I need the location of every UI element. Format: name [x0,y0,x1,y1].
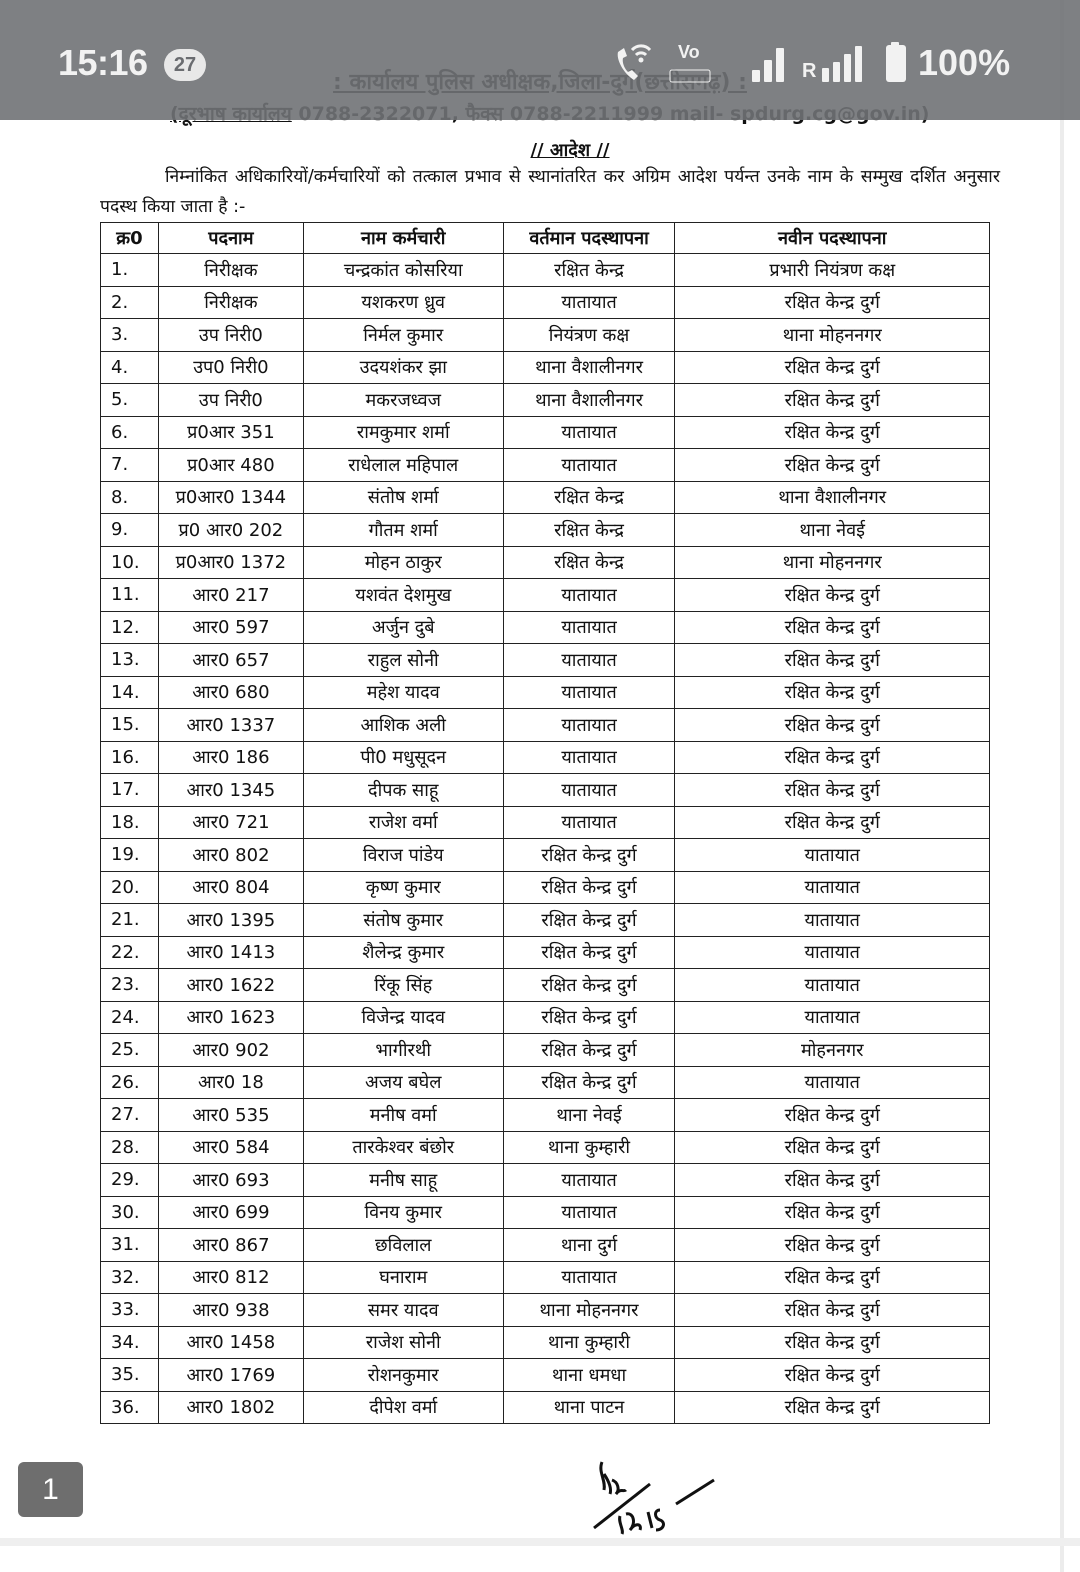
designation: प्र0आर 351 [158,416,303,449]
scrollbar-track[interactable] [1060,0,1064,1572]
designation: आर0 693 [158,1164,303,1197]
serial-number: 28. [101,1131,159,1164]
new-posting: रक्षित केन्द्र दुर्ग [675,676,990,709]
current-posting: नियंत्रण कक्ष [503,319,675,352]
table-row [101,904,990,937]
table-header-row [101,223,990,254]
current-posting: यातायात [503,286,675,319]
employee-name: राजेश सोनी [303,1326,503,1359]
current-posting: थाना कुम्हारी [503,1131,675,1164]
employee-name: मोहन ठाकुर [303,546,503,579]
current-posting: यातायात [503,611,675,644]
designation: आर0 1623 [158,1001,303,1034]
serial-number: 4. [101,351,159,384]
current-posting: यातायात [503,1196,675,1229]
designation: प्र0आर0 1372 [158,546,303,579]
employee-name: यशवंत देशमुख [303,579,503,612]
new-posting: यातायात [675,1066,990,1099]
current-posting: रक्षित केन्द्र दुर्ग [503,1034,675,1067]
serial-number: 15. [101,709,159,742]
employee-name: दीपेश वर्मा [303,1391,503,1424]
serial-number: 21. [101,904,159,937]
new-posting: रक्षित केन्द्र दुर्ग [675,741,990,774]
current-posting: रक्षित केन्द्र [503,514,675,547]
new-posting: थाना मोहननगर [675,546,990,579]
status-bar [0,0,1080,120]
serial-number: 36. [101,1391,159,1424]
designation: प्र0 आर0 202 [158,514,303,547]
serial-number: 34. [101,1326,159,1359]
employee-name: दीपक साहू [303,774,503,807]
table-row [101,611,990,644]
designation: आर0 1622 [158,969,303,1002]
new-posting: प्रभारी नियंत्रण कक्ष [675,254,990,287]
table-row [101,839,990,872]
new-posting: रक्षित केन्द्र दुर्ग [675,1261,990,1294]
new-posting: रक्षित केन्द्र दुर्ग [675,774,990,807]
current-posting: यातायात [503,806,675,839]
employee-name: विनय कुमार [303,1196,503,1229]
designation: प्र0आर0 1344 [158,481,303,514]
table-row [101,481,990,514]
employee-name: घनाराम [303,1261,503,1294]
serial-number: 5. [101,384,159,417]
new-posting: यातायात [675,904,990,937]
employee-name: चन्द्रकांत कोसरिया [303,254,503,287]
header-current-posting: वर्तमान पदस्थापना [503,223,675,254]
employee-name: यशकरण ध्रुव [303,286,503,319]
designation: उप निरी0 [158,384,303,417]
employee-name: मनीष साहू [303,1164,503,1197]
new-posting: थाना नेवई [675,514,990,547]
table-row [101,1099,990,1132]
serial-number: 25. [101,1034,159,1067]
designation: आर0 1395 [158,904,303,937]
new-posting: थाना मोहननगर [675,319,990,352]
table-row [101,286,990,319]
employee-name: राहुल सोनी [303,644,503,677]
serial-number: 22. [101,936,159,969]
new-posting: रक्षित केन्द्र दुर्ग [675,1196,990,1229]
table-row [101,709,990,742]
current-posting: यातायात [503,774,675,807]
designation: आर0 680 [158,676,303,709]
designation: आर0 721 [158,806,303,839]
table-row [101,1294,990,1327]
table-row [101,774,990,807]
table-row [101,676,990,709]
new-posting: रक्षित केन्द्र दुर्ग [675,1164,990,1197]
current-posting: यातायात [503,644,675,677]
table-row [101,1001,990,1034]
battery-icon [886,42,906,82]
current-posting: रक्षित केन्द्र दुर्ग [503,839,675,872]
serial-number: 26. [101,1066,159,1099]
designation: निरीक्षक [158,286,303,319]
current-posting: यातायात [503,1164,675,1197]
employee-name: आशिक अली [303,709,503,742]
current-posting: रक्षित केन्द्र दुर्ग [503,904,675,937]
designation: आर0 18 [158,1066,303,1099]
designation: उप0 निरी0 [158,351,303,384]
new-posting: रक्षित केन्द्र दुर्ग [675,449,990,482]
new-posting: रक्षित केन्द्र दुर्ग [675,806,990,839]
table-row [101,1131,990,1164]
employee-name: विराज पांडेय [303,839,503,872]
new-posting: यातायात [675,871,990,904]
designation: उप निरी0 [158,319,303,352]
designation: आर0 584 [158,1131,303,1164]
serial-number: 6. [101,416,159,449]
table-row [101,1261,990,1294]
designation: आर0 1769 [158,1359,303,1392]
table-row [101,936,990,969]
serial-number: 1. [101,254,159,287]
current-posting: थाना दुर्ग [503,1229,675,1262]
designation: आर0 867 [158,1229,303,1262]
table-row [101,1196,990,1229]
table-row [101,416,990,449]
notification-count-badge: 27 [164,49,206,81]
employee-name: उदयशंकर झा [303,351,503,384]
serial-number: 9. [101,514,159,547]
current-posting: यातायात [503,709,675,742]
table-row [101,1326,990,1359]
employee-name: राजेश वर्मा [303,806,503,839]
employee-name: छविलाल [303,1229,503,1262]
page-indicator: 1 [18,1462,83,1517]
current-posting: थाना पाटन [503,1391,675,1424]
current-posting: यातायात [503,579,675,612]
designation: आर0 1413 [158,936,303,969]
table-row [101,741,990,774]
new-posting: रक्षित केन्द्र दुर्ग [675,351,990,384]
serial-number: 27. [101,1099,159,1132]
table-row [101,1164,990,1197]
employee-name: शैलेन्द्र कुमार [303,936,503,969]
serial-number: 13. [101,644,159,677]
header-employee-name: नाम कर्मचारी [303,223,503,254]
table-row [101,1034,990,1067]
table-row [101,1229,990,1262]
transfer-table [100,222,990,1424]
serial-number: 14. [101,676,159,709]
new-posting: यातायात [675,1001,990,1034]
employee-name: अर्जुन दुबे [303,611,503,644]
header-new-posting: नवीन पदस्थापना [675,223,990,254]
new-posting: यातायात [675,936,990,969]
designation: आर0 657 [158,644,303,677]
serial-number: 18. [101,806,159,839]
roaming-label: R [802,60,817,82]
serial-number: 20. [101,871,159,904]
current-posting: रक्षित केन्द्र दुर्ग [503,1001,675,1034]
employee-name: समर यादव [303,1294,503,1327]
current-posting: रक्षित केन्द्र [503,254,675,287]
serial-number: 17. [101,774,159,807]
signature [590,1450,730,1540]
current-posting: थाना मोहननगर [503,1294,675,1327]
current-posting: यातायात [503,741,675,774]
new-posting: यातायात [675,969,990,1002]
designation: आर0 186 [158,741,303,774]
new-posting: रक्षित केन्द्र दुर्ग [675,384,990,417]
current-posting: रक्षित केन्द्र दुर्ग [503,969,675,1002]
new-posting: रक्षित केन्द्र दुर्ग [675,1326,990,1359]
designation: आर0 812 [158,1261,303,1294]
employee-name: भागीरथी [303,1034,503,1067]
serial-number: 12. [101,611,159,644]
clock: 15:16 [58,42,148,83]
volte-label: Vo [678,42,700,62]
serial-number: 11. [101,579,159,612]
table-row [101,319,990,352]
designation: आर0 597 [158,611,303,644]
current-posting: थाना वैशालीनगर [503,351,675,384]
current-posting: थाना नेवई [503,1099,675,1132]
employee-name: निर्मल कुमार [303,319,503,352]
designation: आर0 535 [158,1099,303,1132]
employee-name: कृष्ण कुमार [303,871,503,904]
table-row [101,1391,990,1424]
current-posting: थाना वैशालीनगर [503,384,675,417]
signal-sim2-roaming-icon [822,46,862,82]
current-posting: यातायात [503,449,675,482]
current-posting: यातायात [503,676,675,709]
new-posting: रक्षित केन्द्र दुर्ग [675,1359,990,1392]
header-designation: पदनाम [158,223,303,254]
table-row [101,806,990,839]
employee-name: तारकेश्वर बंछोर [303,1131,503,1164]
current-posting: थाना कुम्हारी [503,1326,675,1359]
employee-name: गौतम शर्मा [303,514,503,547]
employee-name: पी0 मधुसूदन [303,741,503,774]
employee-name: अजय बघेल [303,1066,503,1099]
designation: आर0 938 [158,1294,303,1327]
serial-number: 31. [101,1229,159,1262]
serial-number: 8. [101,481,159,514]
table-row [101,1359,990,1392]
new-posting: रक्षित केन्द्र दुर्ग [675,709,990,742]
serial-number: 7. [101,449,159,482]
employee-name: मनीष वर्मा [303,1099,503,1132]
table-row [101,351,990,384]
serial-number: 19. [101,839,159,872]
designation: निरीक्षक [158,254,303,287]
current-posting: यातायात [503,416,675,449]
new-posting: रक्षित केन्द्र दुर्ग [675,1131,990,1164]
designation: आर0 1345 [158,774,303,807]
current-posting: रक्षित केन्द्र दुर्ग [503,871,675,904]
designation: आर0 1337 [158,709,303,742]
new-posting: थाना वैशालीनगर [675,481,990,514]
battery-percent: 100% [918,42,1011,83]
designation: आर0 1458 [158,1326,303,1359]
current-posting: रक्षित केन्द्र [503,481,675,514]
volte-icon [670,70,710,82]
new-posting: रक्षित केन्द्र दुर्ग [675,611,990,644]
designation: आर0 804 [158,871,303,904]
new-posting: रक्षित केन्द्र दुर्ग [675,644,990,677]
table-row [101,644,990,677]
designation: आर0 902 [158,1034,303,1067]
designation: आर0 699 [158,1196,303,1229]
order-heading: // आदेश // [530,140,610,161]
employee-name: रिंकू सिंह [303,969,503,1002]
employee-name: रामकुमार शर्मा [303,416,503,449]
employee-name: महेश यादव [303,676,503,709]
designation: आर0 1802 [158,1391,303,1424]
new-posting: रक्षित केन्द्र दुर्ग [675,286,990,319]
table-row [101,384,990,417]
serial-number: 3. [101,319,159,352]
current-posting: रक्षित केन्द्र दुर्ग [503,936,675,969]
serial-number: 24. [101,1001,159,1034]
table-row [101,969,990,1002]
new-posting: रक्षित केन्द्र दुर्ग [675,1099,990,1132]
employee-name: रोशनकुमार [303,1359,503,1392]
serial-number: 23. [101,969,159,1002]
designation: आर0 802 [158,839,303,872]
employee-name: विजेन्द्र यादव [303,1001,503,1034]
serial-number: 30. [101,1196,159,1229]
serial-number: 35. [101,1359,159,1392]
employee-name: मकरजध्वज [303,384,503,417]
current-posting: रक्षित केन्द्र दुर्ग [503,1066,675,1099]
serial-number: 2. [101,286,159,319]
employee-name: संतोष शर्मा [303,481,503,514]
table-row [101,1066,990,1099]
signal-sim1-icon [752,48,784,82]
serial-number: 32. [101,1261,159,1294]
new-posting: रक्षित केन्द्र दुर्ग [675,416,990,449]
serial-number: 16. [101,741,159,774]
current-posting: थाना धमधा [503,1359,675,1392]
table-row [101,579,990,612]
order-intro: निम्नांकित अधिकारियों/कर्मचारियों को तत्काल प्रभाव से स्थानांतरित कर अग्रिम आदेश पर्यन्त उनके नाम के सम्मुख दर्शित अनुसार पदस्थ किया जाता है :- [100,167,1000,217]
new-posting: रक्षित केन्द्र दुर्ग [675,1391,990,1424]
current-posting: यातायात [503,1261,675,1294]
table-row [101,449,990,482]
table-row [101,514,990,547]
new-posting: रक्षित केन्द्र दुर्ग [675,579,990,612]
new-posting: यातायात [675,839,990,872]
new-posting: मोहननगर [675,1034,990,1067]
serial-number: 33. [101,1294,159,1327]
table-row [101,871,990,904]
header-serial: क्र0 [101,223,159,254]
serial-number: 29. [101,1164,159,1197]
serial-number: 10. [101,546,159,579]
current-posting: रक्षित केन्द्र [503,546,675,579]
table-body [101,254,990,1424]
table-row [101,546,990,579]
table-row [101,254,990,287]
employee-name: राधेलाल महिपाल [303,449,503,482]
new-posting: रक्षित केन्द्र दुर्ग [675,1229,990,1262]
employee-name: संतोष कुमार [303,904,503,937]
page-divider [0,1538,1080,1546]
wifi-calling-icon [618,46,650,80]
designation: आर0 217 [158,579,303,612]
new-posting: रक्षित केन्द्र दुर्ग [675,1294,990,1327]
designation: प्र0आर 480 [158,449,303,482]
